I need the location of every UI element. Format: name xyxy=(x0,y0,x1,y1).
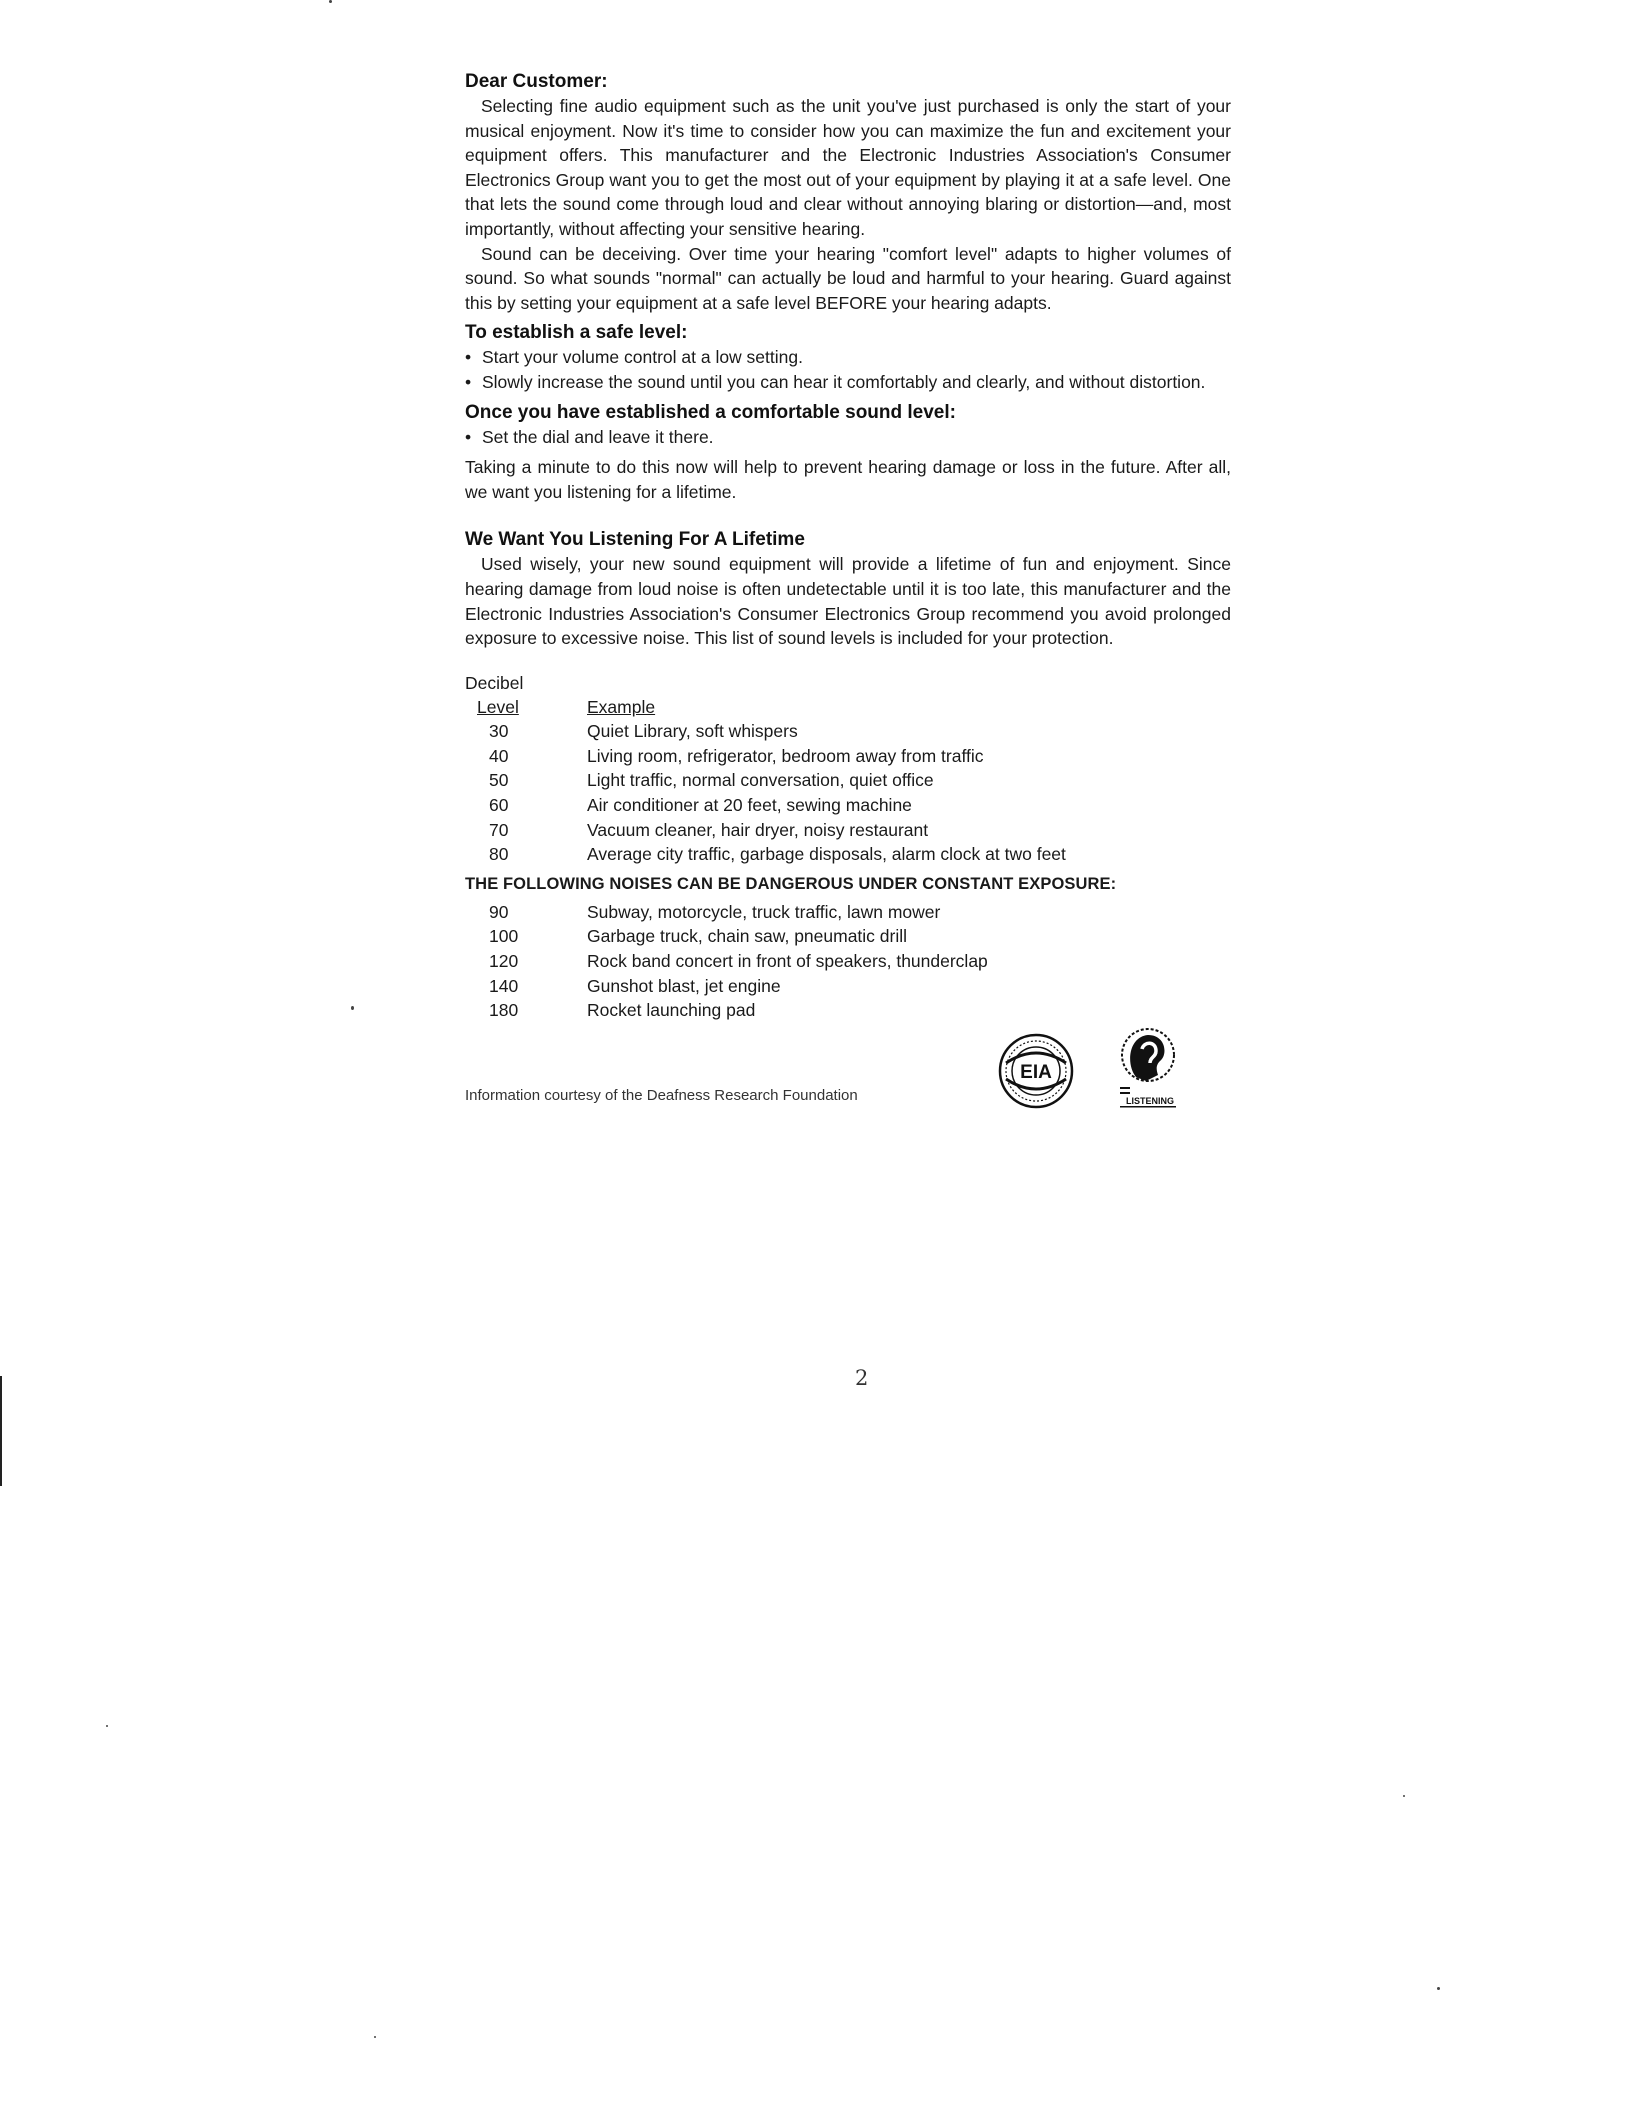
salutation: Dear Customer: xyxy=(465,71,608,92)
scan-speck xyxy=(351,1006,354,1010)
listening-logo xyxy=(1116,1025,1180,1109)
seal-text: EIA xyxy=(1020,1061,1052,1083)
table-row xyxy=(465,900,1231,925)
scan-speck xyxy=(329,0,332,3)
heading-safe-level: To establish a safe level: xyxy=(465,322,688,344)
noise-example: Air conditioner at 20 feet, sewing machine xyxy=(587,795,912,816)
danger-heading: THE FOLLOWING NOISES CAN BE DANGEROUS UNDER CONSTANT EXPOSURE: xyxy=(465,874,1117,893)
bullet-icon: • xyxy=(465,371,472,392)
noise-example: Rock band concert in front of speakers, thunderclap xyxy=(587,951,988,972)
dangerous-noise-table xyxy=(465,900,1231,1023)
table-header-level: Level xyxy=(477,696,519,717)
table-row xyxy=(465,924,1231,949)
table-header-example: Example xyxy=(587,696,656,717)
heading-lifetime: We Want You Listening For A Lifetime xyxy=(465,529,805,551)
table-row xyxy=(465,768,1231,793)
safe-level-list xyxy=(465,345,1231,394)
decibel-level: 100 xyxy=(489,926,519,947)
table-row xyxy=(465,719,1231,744)
noise-example: Average city traffic, garbage disposals, alarm clock at two feet xyxy=(587,844,1066,865)
decibel-level: 90 xyxy=(489,901,509,922)
table-row xyxy=(465,818,1231,843)
bullet-icon: • xyxy=(465,347,472,368)
credit-line: Information courtesy of the Deafness Research Foundation xyxy=(465,1086,858,1104)
decibel-level: 50 xyxy=(489,770,509,791)
noise-example: Vacuum cleaner, hair dryer, noisy restaurant xyxy=(587,819,929,840)
decibel-level: 70 xyxy=(489,819,509,840)
decibel-level: 30 xyxy=(489,721,509,742)
decibel-level: 40 xyxy=(489,745,509,766)
table-header-decibel: Decibel xyxy=(465,672,524,693)
table-row xyxy=(465,998,1231,1023)
decibel-level: 120 xyxy=(489,951,519,972)
noise-example: Quiet Library, soft whispers xyxy=(587,721,798,742)
list-item: • Start your volume control at a low setting. xyxy=(465,345,1231,370)
paragraph-intro: Selecting fine audio equipment such as the unit you've just purchased is only the start of your musical enjoyment. Now it's time to consider how you can maximize the fun and excitement your equipment offers. This manufacturer and the Electronic Industries Association's Consumer Electronics Group want you to get the most out of your equipment by playing it at a safe level. One that lets the sound come through loud and clear without annoying blaring or distortion—and, most importantly, without affecting your sensitive hearing. xyxy=(465,96,1231,239)
eia-seal-logo xyxy=(998,1033,1074,1109)
noise-example: Light traffic, normal conversation, quiet office xyxy=(587,770,934,791)
table-row xyxy=(465,949,1231,974)
scan-speck xyxy=(374,2036,376,2038)
paragraph-sound-deceiving: Sound can be deceiving. Over time your hearing "comfort level" adapts to higher volumes of sound. So what sounds "normal" can actually be loud and harmful to your hearing. Guard against this by setting your equipment at a safe level BEFORE your hearing adapts. xyxy=(465,243,1231,313)
scan-speck xyxy=(106,1725,108,1727)
paragraph-closing: Taking a minute to do this now will help to prevent hearing damage or loss in the future. After all, we want you listening for a lifetime. xyxy=(465,457,1231,502)
scan-speck xyxy=(1403,1795,1405,1797)
footer xyxy=(465,1053,1231,1143)
decibel-level: 180 xyxy=(489,1000,519,1021)
noise-example: Gunshot blast, jet engine xyxy=(587,975,781,996)
noise-example: Living room, refrigerator, bedroom away from traffic xyxy=(587,745,984,766)
table-row xyxy=(465,793,1231,818)
table-row xyxy=(465,744,1231,769)
heading-comfortable-level: Once you have established a comfortable sound level: xyxy=(465,401,956,423)
comfortable-level-list xyxy=(465,425,1231,450)
list-item: • Slowly increase the sound until you can hear it comfortably and clearly, and without distortion. xyxy=(465,370,1231,395)
paragraph-lifetime: Used wisely, your new sound equipment will provide a lifetime of fun and enjoyment. Since hearing damage from loud noise is often undetectable until it is too late, this manufacturer and the Electronic Industries Association's Consumer Electronics Group recommend you avoid prolonged exposure to excessive noise. This list of sound levels is included for your protection. xyxy=(465,554,1231,649)
decibel-level: 60 xyxy=(489,795,509,816)
document-page xyxy=(465,70,1231,1143)
scan-edge-mark xyxy=(0,1376,2,1486)
scan-speck xyxy=(1437,1987,1440,1990)
table-row xyxy=(465,842,1231,867)
noise-example: Garbage truck, chain saw, pneumatic drill xyxy=(587,926,908,947)
sound-level-table xyxy=(465,719,1231,867)
noise-example: Subway, motorcycle, truck traffic, lawn mower xyxy=(587,901,941,922)
list-item: • Set the dial and leave it there. xyxy=(465,425,1231,450)
decibel-level: 80 xyxy=(489,844,509,865)
page-number: 2 xyxy=(855,1366,869,1390)
table-row xyxy=(465,974,1231,999)
noise-example: Rocket launching pad xyxy=(587,1000,756,1021)
logo-text: LISTENING xyxy=(1125,1095,1175,1106)
bullet-icon: • xyxy=(465,426,472,447)
table-header-row xyxy=(465,695,1231,720)
decibel-level: 140 xyxy=(489,975,519,996)
